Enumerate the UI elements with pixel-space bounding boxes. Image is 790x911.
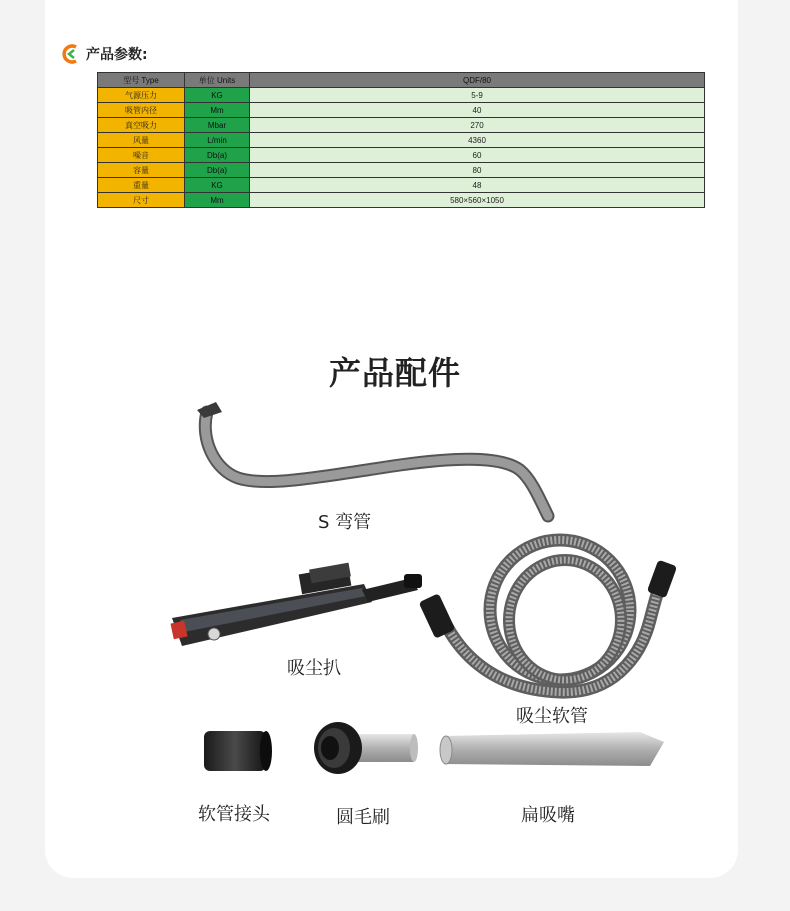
- param-value: 270: [250, 118, 705, 133]
- param-unit: Db(a): [185, 148, 250, 163]
- param-value: 48: [250, 178, 705, 193]
- param-name: 吸管内径: [98, 103, 185, 118]
- label-hose-connector: 软管接头: [198, 804, 270, 825]
- label-round-brush: 圆毛刷: [336, 807, 390, 828]
- param-value: 40: [250, 103, 705, 118]
- param-value: 60: [250, 148, 705, 163]
- param-name: 噪音: [98, 148, 185, 163]
- floor-tool-icon: [170, 563, 422, 646]
- label-s-bend-pipe: S 弯管: [318, 512, 372, 533]
- accessories-title: 产品配件: [328, 354, 461, 392]
- params-heading: 产品参数:: [86, 47, 148, 63]
- header-type: 型号 Type: [98, 73, 185, 88]
- header-model: QDF/80: [250, 73, 705, 88]
- s-bend-pipe-icon: [197, 402, 548, 516]
- param-name: 气源压力: [98, 88, 185, 103]
- param-unit: Db(a): [185, 163, 250, 178]
- param-value: 580×560×1050: [250, 193, 705, 208]
- param-value: 4360: [250, 133, 705, 148]
- param-name: 风量: [98, 133, 185, 148]
- param-name: 重量: [98, 178, 185, 193]
- header-units: 单位 Units: [185, 73, 250, 88]
- param-name: 尺寸: [98, 193, 185, 208]
- crevice-nozzle-icon: [440, 732, 664, 766]
- param-value: 5-9: [250, 88, 705, 103]
- suction-hose-icon: [419, 540, 678, 692]
- label-floor-tool: 吸尘扒: [287, 658, 341, 679]
- param-name: 真空吸力: [98, 118, 185, 133]
- param-name: 容量: [98, 163, 185, 178]
- label-suction-hose: 吸尘软管: [516, 706, 588, 727]
- label-crevice-nozzle: 扁吸嘴: [521, 805, 575, 826]
- round-brush-icon: [314, 722, 418, 774]
- param-value: 80: [250, 163, 705, 178]
- param-unit: Mbar: [185, 118, 250, 133]
- param-unit: L/min: [185, 133, 250, 148]
- param-unit: KG: [185, 88, 250, 103]
- param-unit: Mm: [185, 193, 250, 208]
- hose-connector-icon: [204, 731, 272, 771]
- param-unit: Mm: [185, 103, 250, 118]
- param-unit: KG: [185, 178, 250, 193]
